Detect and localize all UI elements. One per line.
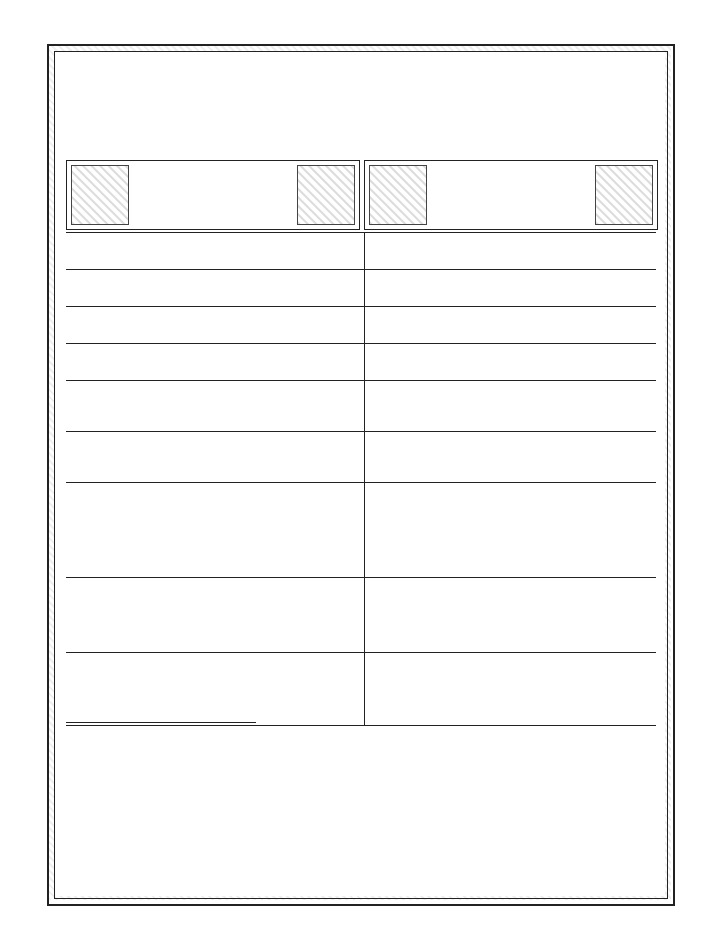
verse-translation (66, 233, 362, 239)
verse-arabic (368, 483, 656, 489)
verse-translation (66, 578, 362, 584)
verse-translation (66, 307, 362, 313)
verse-row (66, 381, 656, 432)
verse-arabic (368, 653, 656, 659)
verse-translation (66, 381, 362, 387)
verse-translation (66, 344, 362, 350)
footnote-rule (66, 722, 256, 723)
verse-translation (66, 483, 362, 489)
verse-arabic (368, 578, 656, 584)
verse-table (66, 232, 656, 726)
surah-banner (66, 160, 656, 228)
verse-translation (66, 270, 362, 276)
verse-row (66, 344, 656, 381)
verse-arabic (368, 432, 656, 438)
verse-row (66, 578, 656, 653)
verse-row (66, 483, 656, 578)
ornament-icon (297, 165, 355, 225)
verse-translation (66, 432, 362, 438)
ornament-icon (369, 165, 427, 225)
verse-row (66, 307, 656, 344)
verse-arabic (368, 270, 656, 276)
surah-banner-arabic (364, 160, 658, 230)
verse-row (66, 270, 656, 307)
surah-banner-bengali (66, 160, 360, 230)
verse-row (66, 653, 656, 726)
verse-arabic (368, 233, 656, 239)
verse-row (66, 233, 656, 270)
verse-translation (66, 653, 362, 659)
verse-arabic (368, 381, 656, 387)
verse-row (66, 432, 656, 483)
ornament-icon (71, 165, 129, 225)
ornament-icon (595, 165, 653, 225)
verse-arabic (368, 344, 656, 350)
verse-arabic (368, 307, 656, 313)
